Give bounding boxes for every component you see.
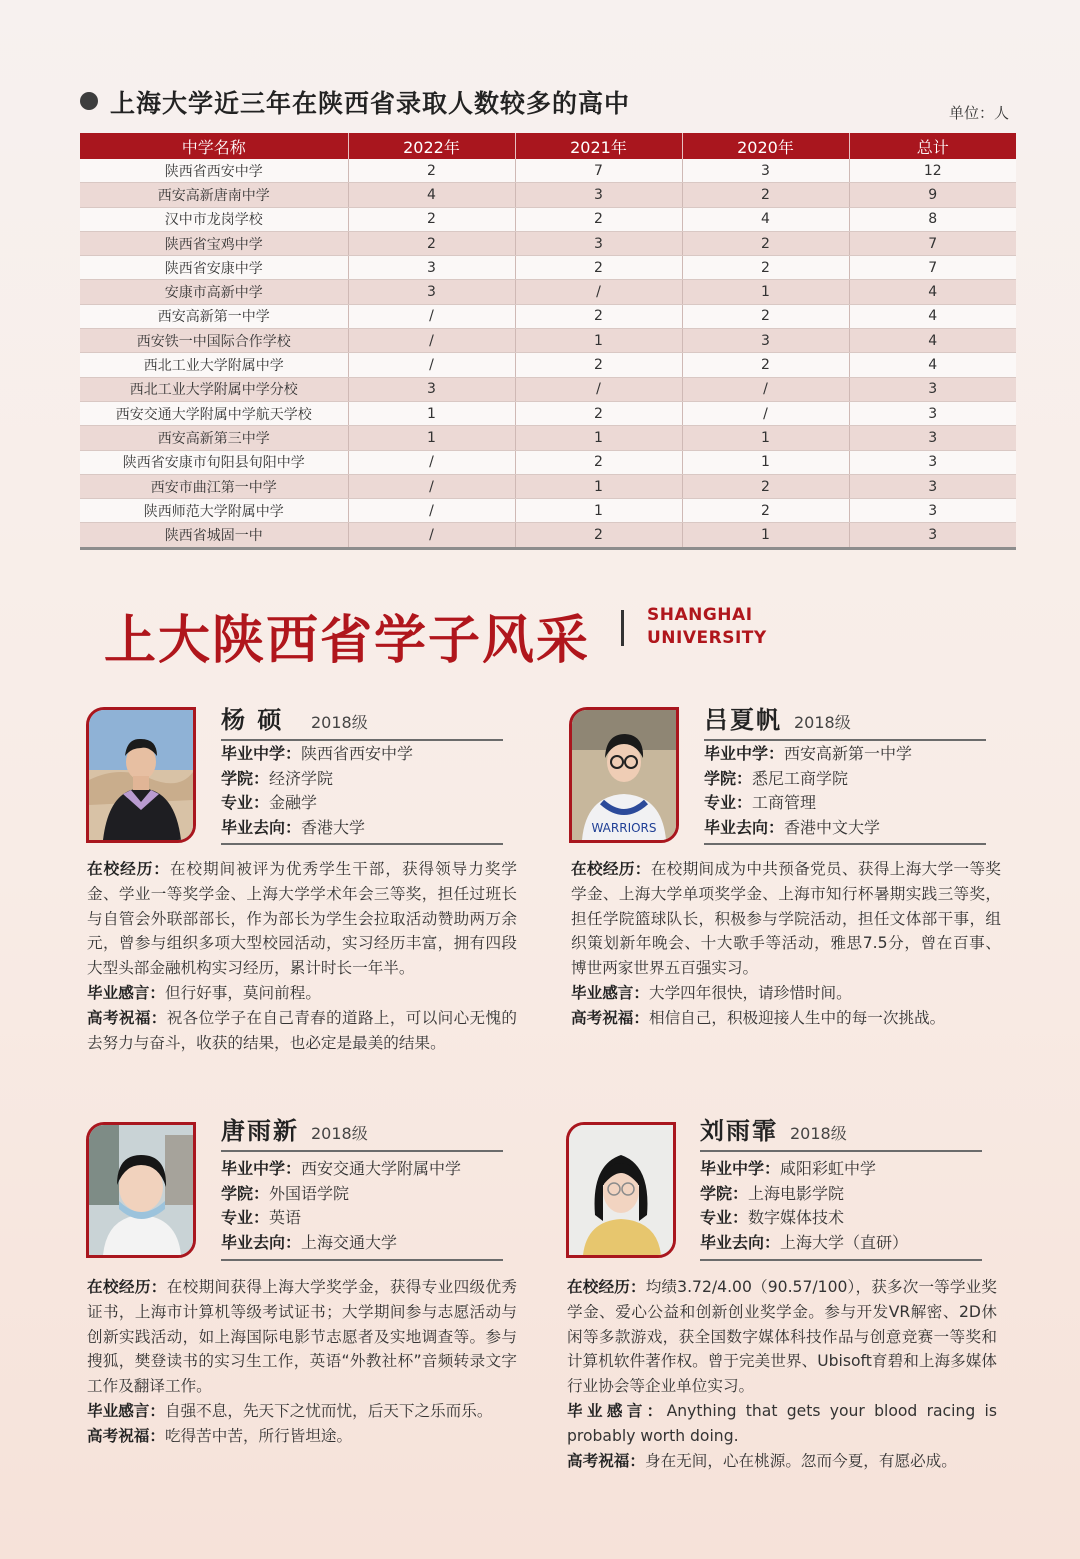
table-body — [80, 159, 1016, 548]
table-row — [80, 426, 1016, 450]
count-cell: 3 — [682, 329, 849, 353]
student-story-yang — [87, 857, 517, 1055]
table-header-row — [80, 133, 1016, 159]
student-story-lv — [571, 857, 1001, 1031]
column-header: 2021年 — [515, 133, 682, 159]
student-portrait-image — [572, 710, 676, 840]
count-cell: / — [348, 304, 515, 328]
student-photo-yang — [86, 707, 196, 843]
student-story-tang — [87, 1275, 517, 1449]
column-header: 2020年 — [682, 133, 849, 159]
table-row — [80, 207, 1016, 231]
story-wishes: 高考祝福：相信自己，积极迎接人生中的每一次挑战。 — [571, 1008, 946, 1027]
school-name-cell: 西安高新第一中学 — [80, 304, 348, 328]
info-school: 毕业中学：陕西省西安中学 — [221, 744, 414, 763]
en-line-1: SHANGHAI — [647, 605, 753, 625]
count-cell: 3 — [849, 377, 1016, 401]
count-cell: 2 — [682, 256, 849, 280]
count-cell: 2 — [682, 499, 849, 523]
table-row — [80, 256, 1016, 280]
school-name-cell: 陕西省西安中学 — [80, 159, 348, 183]
count-cell: / — [348, 450, 515, 474]
story-words: 毕业感言：大学四年很快，请珍惜时间。 — [571, 983, 852, 1002]
count-cell: 1 — [515, 499, 682, 523]
name-row-yang — [221, 703, 503, 741]
school-name-cell: 汉中市龙岗学校 — [80, 207, 348, 231]
student-name: 唐雨新 — [221, 1117, 299, 1145]
table-row — [80, 401, 1016, 425]
count-cell: / — [348, 499, 515, 523]
student-photo-lv — [569, 707, 679, 843]
school-name-cell: 西安高新第三中学 — [80, 426, 348, 450]
count-cell: 8 — [849, 207, 1016, 231]
student-portrait-image — [569, 1125, 673, 1255]
info-college: 学院：外国语学院 — [221, 1183, 350, 1203]
school-name-cell: 西安市曲江第一中学 — [80, 474, 348, 498]
info-school: 毕业中学：咸阳彩虹中学 — [700, 1159, 877, 1178]
count-cell: 7 — [515, 159, 682, 183]
school-name-cell: 西北工业大学附属中学 — [80, 353, 348, 377]
column-header: 总计 — [849, 133, 1016, 159]
count-cell: 2 — [515, 304, 682, 328]
count-cell: 1 — [682, 426, 849, 450]
count-cell: 3 — [849, 523, 1016, 548]
count-cell: 2 — [682, 231, 849, 255]
student-name: 吕夏帆 — [704, 706, 782, 734]
count-cell: 3 — [348, 377, 515, 401]
count-cell: 2 — [348, 159, 515, 183]
student-info-liu — [700, 1157, 908, 1256]
student-class-year: 2018级 — [311, 1124, 368, 1143]
count-cell: 3 — [849, 426, 1016, 450]
showcase-title: 上大陕西省学子风采 — [104, 611, 591, 671]
table-row — [80, 159, 1016, 183]
story-wishes: 高考祝福：身在无间，心在桃源。忽而今夏，有愿必成。 — [567, 1451, 957, 1470]
student-photo-liu — [566, 1122, 676, 1258]
school-name-cell: 西安高新唐南中学 — [80, 183, 348, 207]
count-cell: / — [682, 377, 849, 401]
student-story-liu — [567, 1275, 997, 1473]
info-college: 学院：悉尼工商学院 — [704, 768, 849, 788]
count-cell: 2 — [682, 183, 849, 207]
info-major: 专业：工商管理 — [704, 793, 817, 813]
story-words: 毕业感言：Anything that gets your blood racing is probably worth doing. — [567, 1401, 997, 1445]
story-wishes: 高考祝福：祝各位学子在自己青春的道路上，可以问心无愧的去努力与奋斗，收获的结果，也必定是最美的结果。 — [87, 1008, 517, 1052]
school-name-cell: 安康市高新中学 — [80, 280, 348, 304]
story-experience: 在校经历：在校期间获得上海大学奖学金，获得专业四级优秀证书，上海市计算机等级考试证书；大学期间参与志愿活动与创新实践活动，如上海国际电影节志愿者及实地调查等。参与搜狐，樊登读书的实习生工作，英语“外教社杯”音频转录文字工作及翻译工作。 — [87, 1278, 517, 1396]
count-cell: 3 — [515, 183, 682, 207]
count-cell: / — [348, 474, 515, 498]
count-cell: / — [348, 353, 515, 377]
graduate-portrait-image — [89, 710, 193, 840]
count-cell: 12 — [849, 159, 1016, 183]
unit-label: 单位：人 — [948, 104, 1009, 122]
info-underline — [221, 1259, 503, 1261]
count-cell: 3 — [682, 159, 849, 183]
count-cell: 2 — [515, 256, 682, 280]
table-row — [80, 499, 1016, 523]
count-cell: 1 — [348, 426, 515, 450]
info-major: 专业：英语 — [221, 1208, 302, 1228]
count-cell: 3 — [348, 280, 515, 304]
student-info-tang — [221, 1157, 461, 1256]
table-row — [80, 474, 1016, 498]
count-cell: 3 — [849, 499, 1016, 523]
count-cell: 4 — [348, 183, 515, 207]
column-header: 2022年 — [348, 133, 515, 159]
table-row — [80, 353, 1016, 377]
count-cell: 2 — [682, 353, 849, 377]
table-row — [80, 329, 1016, 353]
count-cell: 9 — [849, 183, 1016, 207]
count-cell: 1 — [515, 426, 682, 450]
info-college: 学院：上海电影学院 — [700, 1183, 845, 1203]
story-experience: 在校经历：在校期间被评为优秀学生干部，获得领导力奖学金、学业一等奖学金、上海大学学术年会三等奖，担任过班长与自管会外联部部长，作为部长为学生会拉取活动赞助两万余元，曾参与组织多项大型校园活动，实习经历丰富，拥有四段大型头部金融机构实习经历，累计时长一年半。 — [87, 860, 517, 978]
column-header: 中学名称 — [80, 133, 348, 159]
student-info-lv — [704, 742, 912, 841]
name-row-tang — [221, 1114, 503, 1152]
admissions-table — [80, 133, 1016, 550]
story-words: 毕业感言：自强不息，先天下之忧而忧，后天下之乐而乐。 — [87, 1401, 493, 1420]
student-info-yang — [221, 742, 413, 841]
count-cell: 4 — [849, 280, 1016, 304]
table-row — [80, 231, 1016, 255]
info-underline — [704, 843, 986, 845]
info-underline — [221, 843, 503, 845]
student-class-year: 2018级 — [311, 713, 368, 732]
table-row — [80, 523, 1016, 548]
count-cell: 7 — [849, 231, 1016, 255]
student-photo-tang — [86, 1122, 196, 1258]
count-cell: 3 — [515, 231, 682, 255]
info-destination: 毕业去向：香港大学 — [221, 818, 366, 838]
count-cell: 3 — [849, 474, 1016, 498]
table-title: 上海大学近三年在陕西省录取人数较多的高中 — [110, 89, 631, 118]
count-cell: 2 — [515, 401, 682, 425]
name-row-lv — [704, 703, 986, 741]
count-cell: 7 — [849, 256, 1016, 280]
count-cell: 4 — [849, 329, 1016, 353]
en-line-2: UNIVERSITY — [647, 628, 767, 648]
university-english-name — [647, 604, 767, 650]
table-row — [80, 450, 1016, 474]
student-portrait-image — [89, 1125, 193, 1255]
table-row — [80, 304, 1016, 328]
school-name-cell: 西安交通大学附属中学航天学校 — [80, 401, 348, 425]
title-divider — [621, 610, 624, 646]
school-name-cell: 陕西师范大学附属中学 — [80, 499, 348, 523]
info-college: 学院：经济学院 — [221, 768, 334, 788]
count-cell: / — [515, 377, 682, 401]
info-school: 毕业中学：西安高新第一中学 — [704, 744, 913, 763]
info-destination: 毕业去向：上海大学（直研） — [700, 1233, 909, 1253]
count-cell: 4 — [682, 207, 849, 231]
info-major: 专业：金融学 — [221, 793, 318, 813]
count-cell: 4 — [849, 304, 1016, 328]
count-cell: 1 — [515, 474, 682, 498]
school-name-cell: 陕西省安康中学 — [80, 256, 348, 280]
count-cell: 1 — [682, 280, 849, 304]
count-cell: 3 — [348, 256, 515, 280]
count-cell: / — [682, 401, 849, 425]
count-cell: 2 — [515, 353, 682, 377]
student-name: 杨 硕 — [221, 706, 284, 734]
count-cell: 3 — [849, 401, 1016, 425]
count-cell: 1 — [682, 450, 849, 474]
student-name: 刘雨霏 — [700, 1117, 778, 1145]
info-major: 专业：数字媒体技术 — [700, 1208, 845, 1228]
count-cell: 2 — [515, 450, 682, 474]
count-cell: 1 — [515, 329, 682, 353]
story-words: 毕业感言：但行好事，莫问前程。 — [87, 983, 321, 1002]
bullet-dot-icon — [80, 92, 98, 110]
table-row — [80, 280, 1016, 304]
info-destination: 毕业去向：香港中文大学 — [704, 818, 881, 838]
name-row-liu — [700, 1114, 982, 1152]
table-section-header — [80, 84, 1015, 124]
story-experience: 在校经历：在校期间成为中共预备党员、获得上海大学一等奖学金、上海大学单项奖学金、上海市知行杯暑期实践三等奖，担任学院篮球队长，积极参与学院活动，担任文体部干事，组织策划新年晚会、十大歌手等活动，雅思7.5分，曾在百事、博世两家世界五百强实习。 — [571, 860, 1001, 978]
story-wishes: 高考祝福：吃得苦中苦，所行皆坦途。 — [87, 1426, 353, 1445]
svg-text:WARRIORS: WARRIORS — [591, 821, 657, 835]
table-row — [80, 377, 1016, 401]
school-name-cell: 陕西省安康市旬阳县旬阳中学 — [80, 450, 348, 474]
school-name-cell: 陕西省宝鸡中学 — [80, 231, 348, 255]
count-cell: 1 — [682, 523, 849, 548]
count-cell: 1 — [348, 401, 515, 425]
count-cell: 3 — [849, 450, 1016, 474]
info-underline — [700, 1259, 982, 1261]
story-experience: 在校经历：均绩3.72/4.00（90.57/100），获多次一等学业奖学金、爱心公益和创新创业奖学金。参与开发VR解密、2D休闲等多款游戏，获全国数字媒体科技作品与创意竞赛一等奖和计算机软件著作权。曾于完美世界、Ubisoft育碧和上海多媒体行业协会等企业单位实习。 — [567, 1278, 997, 1396]
count-cell: 2 — [682, 304, 849, 328]
count-cell: 2 — [348, 207, 515, 231]
student-class-year: 2018级 — [794, 713, 851, 732]
table-row — [80, 183, 1016, 207]
count-cell: 4 — [849, 353, 1016, 377]
count-cell: / — [515, 280, 682, 304]
count-cell: 2 — [348, 231, 515, 255]
school-name-cell: 西北工业大学附属中学分校 — [80, 377, 348, 401]
count-cell: 2 — [515, 207, 682, 231]
school-name-cell: 陕西省城固一中 — [80, 523, 348, 548]
count-cell: / — [348, 329, 515, 353]
count-cell: / — [348, 523, 515, 548]
info-destination: 毕业去向：上海交通大学 — [221, 1233, 398, 1253]
school-name-cell: 西安铁一中国际合作学校 — [80, 329, 348, 353]
count-cell: 2 — [682, 474, 849, 498]
count-cell: 2 — [515, 523, 682, 548]
student-class-year: 2018级 — [790, 1124, 847, 1143]
info-school: 毕业中学：西安交通大学附属中学 — [221, 1159, 462, 1178]
